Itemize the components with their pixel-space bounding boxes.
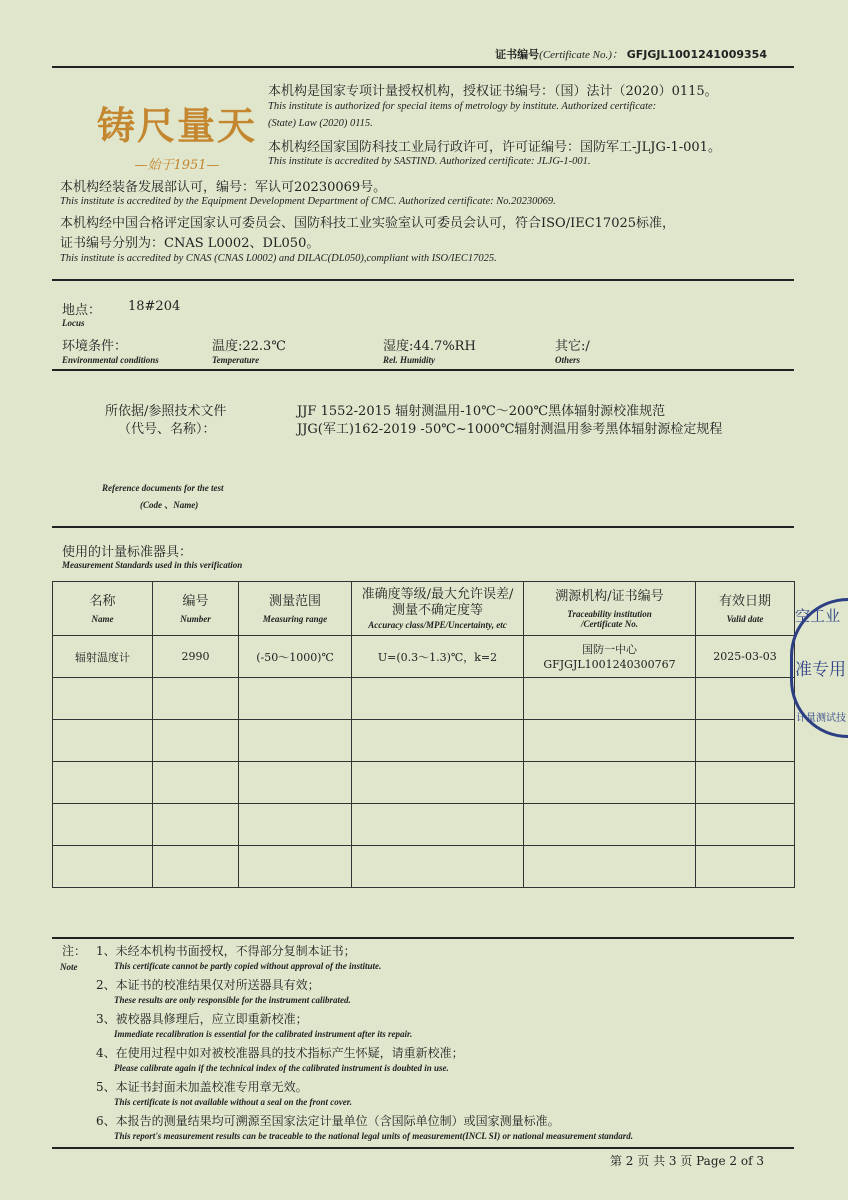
logo-since: —始于1951— (134, 158, 220, 173)
header-divider (52, 66, 794, 68)
cell-name: 辐射温度计 (53, 636, 153, 678)
col-name: 名称 Name (53, 582, 153, 636)
note-item-en: These results are only responsible for the instrument calibrated. (114, 995, 351, 1005)
notes-top-divider (52, 937, 794, 939)
table-row (53, 846, 795, 888)
certificate-number (495, 46, 767, 62)
standards-label-en: Measurement Standards used in this verification (62, 560, 243, 570)
standards-label: 使用的计量标准器具： (62, 545, 193, 560)
divider (52, 279, 794, 281)
locus-label: 地点： (62, 303, 102, 318)
note-item-en: This report's measurement results can be traceable to the national legal units of measurement(INCL SI) or national measurement standard. (114, 1131, 633, 1141)
note-item-en: This certificate is not available without a seal on the front cover. (114, 1097, 352, 1107)
accreditation-2-en: This institute is accredited by SASTIND. Authorized certificate: JLJG-1-001. (268, 156, 591, 167)
note-item: 6、本报告的测量结果均可溯源至国家法定计量单位（含国际单位制）或国家测量标准。 (96, 1114, 560, 1128)
accreditation-1-zh: 本机构是国家专项计量授权机构，授权证书编号：（国）法计（2020）0115。 (268, 84, 718, 99)
reference-label-en: Reference documents for the test (102, 483, 224, 493)
col-number: 编号 Number (153, 582, 239, 636)
reference-label-en-2: (Code 、Name) (140, 500, 199, 510)
seal-text-1: 空工业 (795, 607, 841, 625)
note-item: 3、被校器具修理后，应立即重新校准； (96, 1012, 308, 1026)
divider (52, 526, 794, 528)
col-valid-date: 有效日期 Valid date (696, 582, 795, 636)
env-label: 环境条件： (62, 339, 128, 354)
col-range: 测量范围 Measuring range (239, 582, 352, 636)
note-item: 5、本证书封面未加盖校准专用章无效。 (96, 1080, 308, 1094)
accreditation-2-zh: 本机构经国家国防科技工业局行政许可，许可证编号：国防军工-JLJG-1-001。 (268, 140, 721, 155)
table-row (53, 636, 795, 678)
accreditation-3-zh: 本机构经装备发展部认可，编号：军认可20230069号。 (60, 180, 387, 195)
reference-doc-1: JJF 1552-2015 辐射测温用-10℃～200℃黑体辐射源校准规范 (297, 404, 666, 419)
note-item-en: This certificate cannot be partly copied without approval of the institute. (114, 961, 382, 971)
seal-text-2: 准专用 (795, 660, 846, 680)
cell-range: (-50～1000)℃ (239, 636, 352, 678)
notes-label: 注： (62, 944, 87, 958)
humidity-en: Rel. Humidity (383, 355, 436, 365)
cell-valid-date: 2025-03-03 (696, 636, 795, 678)
notes-bottom-divider (52, 1147, 794, 1149)
logo-text: 铸尺量天 (96, 103, 257, 148)
table-row (53, 720, 795, 762)
locus-value: 18#204 (128, 299, 181, 314)
accreditation-4-zh-2: 证书编号分别为：CNAS L0002、DL050。 (60, 236, 320, 251)
table-row (53, 762, 795, 804)
note-item-en: Please calibrate again if the technical index of the calibrated instrument is doubted in use. (114, 1063, 449, 1073)
seal-text-3: 计量测试技 (796, 713, 846, 724)
cell-accuracy: U=(0.3～1.3)℃，k=2 (352, 636, 524, 678)
note-item: 4、在使用过程中如对被校准器具的技术指标产生怀疑，请重新校准； (96, 1046, 464, 1060)
reference-doc-2: JJG(军工)162-2019 -50℃~1000℃辐射测温用参考黑体辐射源检定规程 (297, 422, 723, 437)
page-number: 第 2 页 共 3 页 Page 2 of 3 (609, 1154, 764, 1168)
accreditation-1-en-2: (State) Law (2020) 0115. (268, 118, 373, 129)
table-row (53, 678, 795, 720)
locus-label-en: Locus (62, 318, 85, 328)
cert-no-label-en: (Certificate No.)： (539, 49, 623, 61)
env-label-en: Environmental conditions (62, 355, 159, 365)
accreditation-4-en: This institute is accredited by CNAS (CNAS L0002) and DILAC(DL050),compliant with ISO/IEC17025. (60, 253, 497, 264)
table-row (53, 804, 795, 846)
note-item-en: Immediate recalibration is essential for the calibrated instrument after its repair. (114, 1029, 413, 1039)
accreditation-1-en: This institute is authorized for special items of metrology by institute. Authorized certificate: (268, 101, 657, 112)
cell-number: 2990 (153, 636, 239, 678)
logo (92, 95, 262, 173)
cell-traceability: 国防一中心 GFJGJL1001240300767 (524, 636, 696, 678)
temperature: 温度:22.3℃ (212, 339, 286, 354)
notes-label-en: Note (60, 962, 78, 972)
standards-table (52, 581, 795, 888)
cert-no-value: GFJGJL1001241009354 (626, 48, 767, 61)
col-traceability: 溯源机构/证书编号 Traceability institution /Certificate No. (524, 582, 696, 636)
reference-label-2: （代号、名称）： (118, 422, 216, 437)
accreditation-4-zh: 本机构经中国合格评定国家认可委员会、国防科技工业实验室认可委员会认可，符合ISO/IEC17025标准， (60, 216, 676, 231)
temperature-en: Temperature (212, 355, 260, 365)
reference-label: 所依据/参照技术文件 (105, 404, 227, 419)
table-header (53, 582, 795, 636)
note-item: 1、未经本机构书面授权，不得部分复制本证书； (96, 944, 356, 958)
calibration-seal (790, 598, 848, 738)
note-item: 2、本证书的校准结果仅对所送器具有效； (96, 978, 320, 992)
others-en: Others (555, 355, 581, 365)
accreditation-3-en: This institute is accredited by the Equipment Development Department of CMC. Authorized certificate: No.20230069. (60, 196, 556, 207)
col-accuracy: 准确度等级/最大允许误差/测量不确定度等 Accuracy class/MPE/Uncertainty, etc (352, 582, 524, 636)
humidity: 湿度:44.7%RH (383, 339, 476, 354)
cert-no-label: 证书编号 (495, 48, 540, 61)
divider (52, 369, 794, 371)
others: 其它:/ (555, 339, 590, 354)
